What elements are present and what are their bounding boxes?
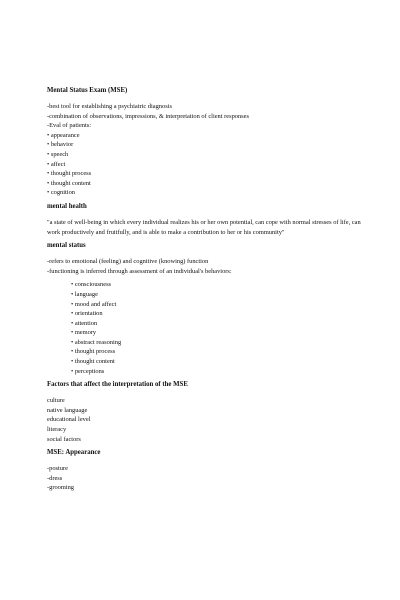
bullet-item: • orientation (71, 310, 103, 318)
section-heading: mental health (47, 202, 87, 210)
bullet-item: • abstract reasoning (71, 338, 122, 346)
section-factors (47, 380, 367, 444)
section-mental-health (47, 202, 367, 237)
bullet-item: • cognition (47, 189, 75, 197)
text-line: -Eval of patients: (47, 122, 92, 130)
bullet-item: • perceptions (71, 367, 105, 375)
bullet-item: • consciousness (71, 281, 112, 289)
section-appearance (47, 448, 367, 493)
text-line: -refers to emotional (feeling) and cognitive (knowing) function (47, 258, 209, 266)
document-page (47, 86, 367, 497)
definition-paragraph: "a state of well-being in which every individual realizes his or her own potential, can cope with normal stresses of life, can work productively and fruitfully, and is able to make a contribution to her or his community" (47, 218, 361, 236)
bullet-item: • speech (47, 150, 69, 158)
section-mental-status (47, 241, 367, 376)
bullet-item: • mood and affect (71, 300, 117, 308)
bullet-item: • behavior (47, 141, 74, 149)
text-line: -functioning is inferred through assessment of an individual's behaviors: (47, 267, 232, 275)
bullet-item: • thought content (47, 179, 91, 187)
bullet-item: • thought process (47, 170, 92, 178)
bullet-item: • thought content (71, 358, 115, 366)
indented-list (47, 280, 367, 376)
text-line: educational level (47, 416, 91, 424)
text-line: -grooming (47, 484, 74, 492)
bullet-item: • thought process (71, 348, 116, 356)
section-heading: MSE: Appearance (47, 449, 101, 457)
section-heading: Factors that affect the interpretation of the MSE (47, 381, 188, 389)
text-line: literacy (47, 426, 67, 434)
bullet-item: • memory (71, 329, 97, 337)
text-line: -posture (47, 465, 68, 473)
text-line: -dress (47, 474, 63, 482)
text-line: culture (47, 397, 65, 405)
section-heading: mental status (47, 242, 86, 250)
bullet-item: • language (71, 290, 98, 298)
text-line: native language (47, 406, 88, 414)
bullet-item: • affect (47, 160, 66, 168)
section-heading: Mental Status Exam (MSE) (47, 87, 128, 94)
bullet-item: • appearance (47, 131, 80, 139)
text-line: -best tool for establishing a psychiatric diagnosis (47, 103, 172, 110)
bullet-item: • attention (71, 319, 98, 327)
text-line: social factors (47, 435, 81, 443)
section-mse (47, 86, 367, 198)
text-line: -combination of observations, impressions, & interpretation of client responses (47, 112, 249, 120)
